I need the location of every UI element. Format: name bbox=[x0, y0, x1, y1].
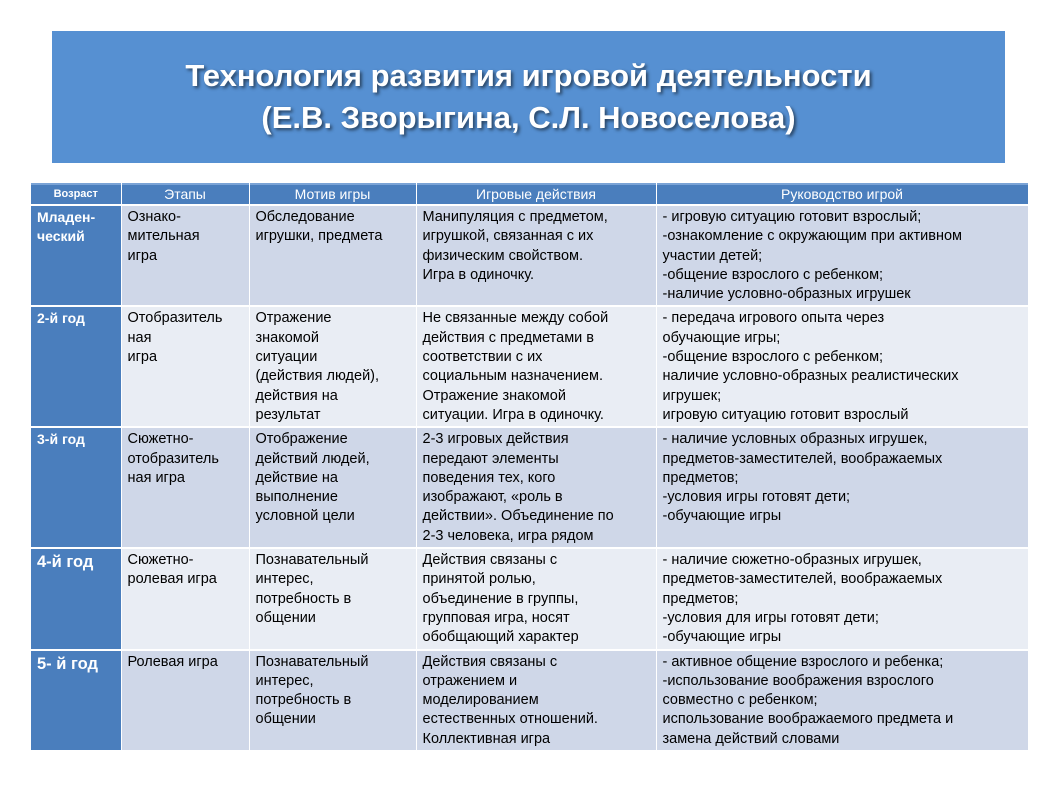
cell-stage: Ролевая игра bbox=[121, 650, 249, 751]
header-guidance: Руководство игрой bbox=[656, 183, 1028, 205]
cell-actions: 2-3 игровых действия передают элементы поведения тех, кого изображают, «роль в действии». Объединение по 2-3 человека, игра рядом bbox=[416, 427, 656, 548]
cell-age: 4-й год bbox=[31, 548, 121, 649]
cell-stage: Сюжетно- ролевая игра bbox=[121, 548, 249, 649]
cell-age: 3-й год bbox=[31, 427, 121, 548]
header-motive: Мотив игры bbox=[249, 183, 416, 205]
header-actions: Игровые действия bbox=[416, 183, 656, 205]
cell-motive: Отображение действий людей, действие на выполнение условной цели bbox=[249, 427, 416, 548]
header-stages: Этапы bbox=[121, 183, 249, 205]
title-banner bbox=[52, 31, 1005, 163]
header-age: Возраст bbox=[31, 183, 121, 205]
cell-stage: Сюжетно- отобразитель ная игра bbox=[121, 427, 249, 548]
cell-guidance: - наличие сюжетно-образных игрушек, предметов-заместителей, воображаемых предметов; -условия для игры готовят дети; -обучающие игры bbox=[656, 548, 1028, 649]
cell-stage: Отобразитель ная игра bbox=[121, 306, 249, 427]
table-row bbox=[31, 427, 1028, 548]
cell-motive: Познавательный интерес, потребность в общении bbox=[249, 548, 416, 649]
table-row bbox=[31, 205, 1028, 306]
cell-age: 5- й год bbox=[31, 650, 121, 751]
cell-actions: Не связанные между собой действия с предметами в соответствии с их социальным назначением. Отражение знакомой ситуации. Игра в одиночку. bbox=[416, 306, 656, 427]
title-line-2: (Е.В. Зворыгина, С.Л. Новоселова) bbox=[261, 100, 796, 135]
table-row bbox=[31, 548, 1028, 649]
table-header-row bbox=[31, 183, 1028, 205]
cell-guidance: - игровую ситуацию готовит взрослый; -ознакомление с окружающим при активном участии детей; -общение взрослого с ребенком; -наличие условно-образных игрушек bbox=[656, 205, 1028, 306]
cell-guidance: - активное общение взрослого и ребенка; -использование воображения взрослого совместно с ребенком; использование воображаемого предмета и замена действий словами bbox=[656, 650, 1028, 751]
cell-actions: Манипуляция с предметом, игрушкой, связанная с их физическим свойством. Игра в одиночку. bbox=[416, 205, 656, 306]
cell-motive: Обследование игрушки, предмета bbox=[249, 205, 416, 306]
table-row bbox=[31, 650, 1028, 751]
cell-actions: Действия связаны с отражением и моделированием естественных отношений. Коллективная игра bbox=[416, 650, 656, 751]
cell-guidance: - передача игрового опыта через обучающие игры; -общение взрослого с ребенком; наличие условно-образных реалистических игрушек; игровую ситуацию готовит взрослый bbox=[656, 306, 1028, 427]
cell-motive: Познавательный интерес, потребность в общении bbox=[249, 650, 416, 751]
cell-motive: Отражение знакомой ситуации (действия людей), действия на результат bbox=[249, 306, 416, 427]
cell-age: Младен- ческий bbox=[31, 205, 121, 306]
play-activity-table bbox=[31, 183, 1029, 752]
cell-actions: Действия связаны с принятой ролью, объединение в группы, групповая игра, носят обобщающий характер bbox=[416, 548, 656, 649]
cell-guidance: - наличие условных образных игрушек, предметов-заместителей, воображаемых предметов; -условия игры готовят дети; -обучающие игры bbox=[656, 427, 1028, 548]
title-line-1: Технология развития игровой деятельности bbox=[185, 58, 872, 93]
cell-stage: Ознако- мительная игра bbox=[121, 205, 249, 306]
table-row bbox=[31, 306, 1028, 427]
cell-age: 2-й год bbox=[31, 306, 121, 427]
